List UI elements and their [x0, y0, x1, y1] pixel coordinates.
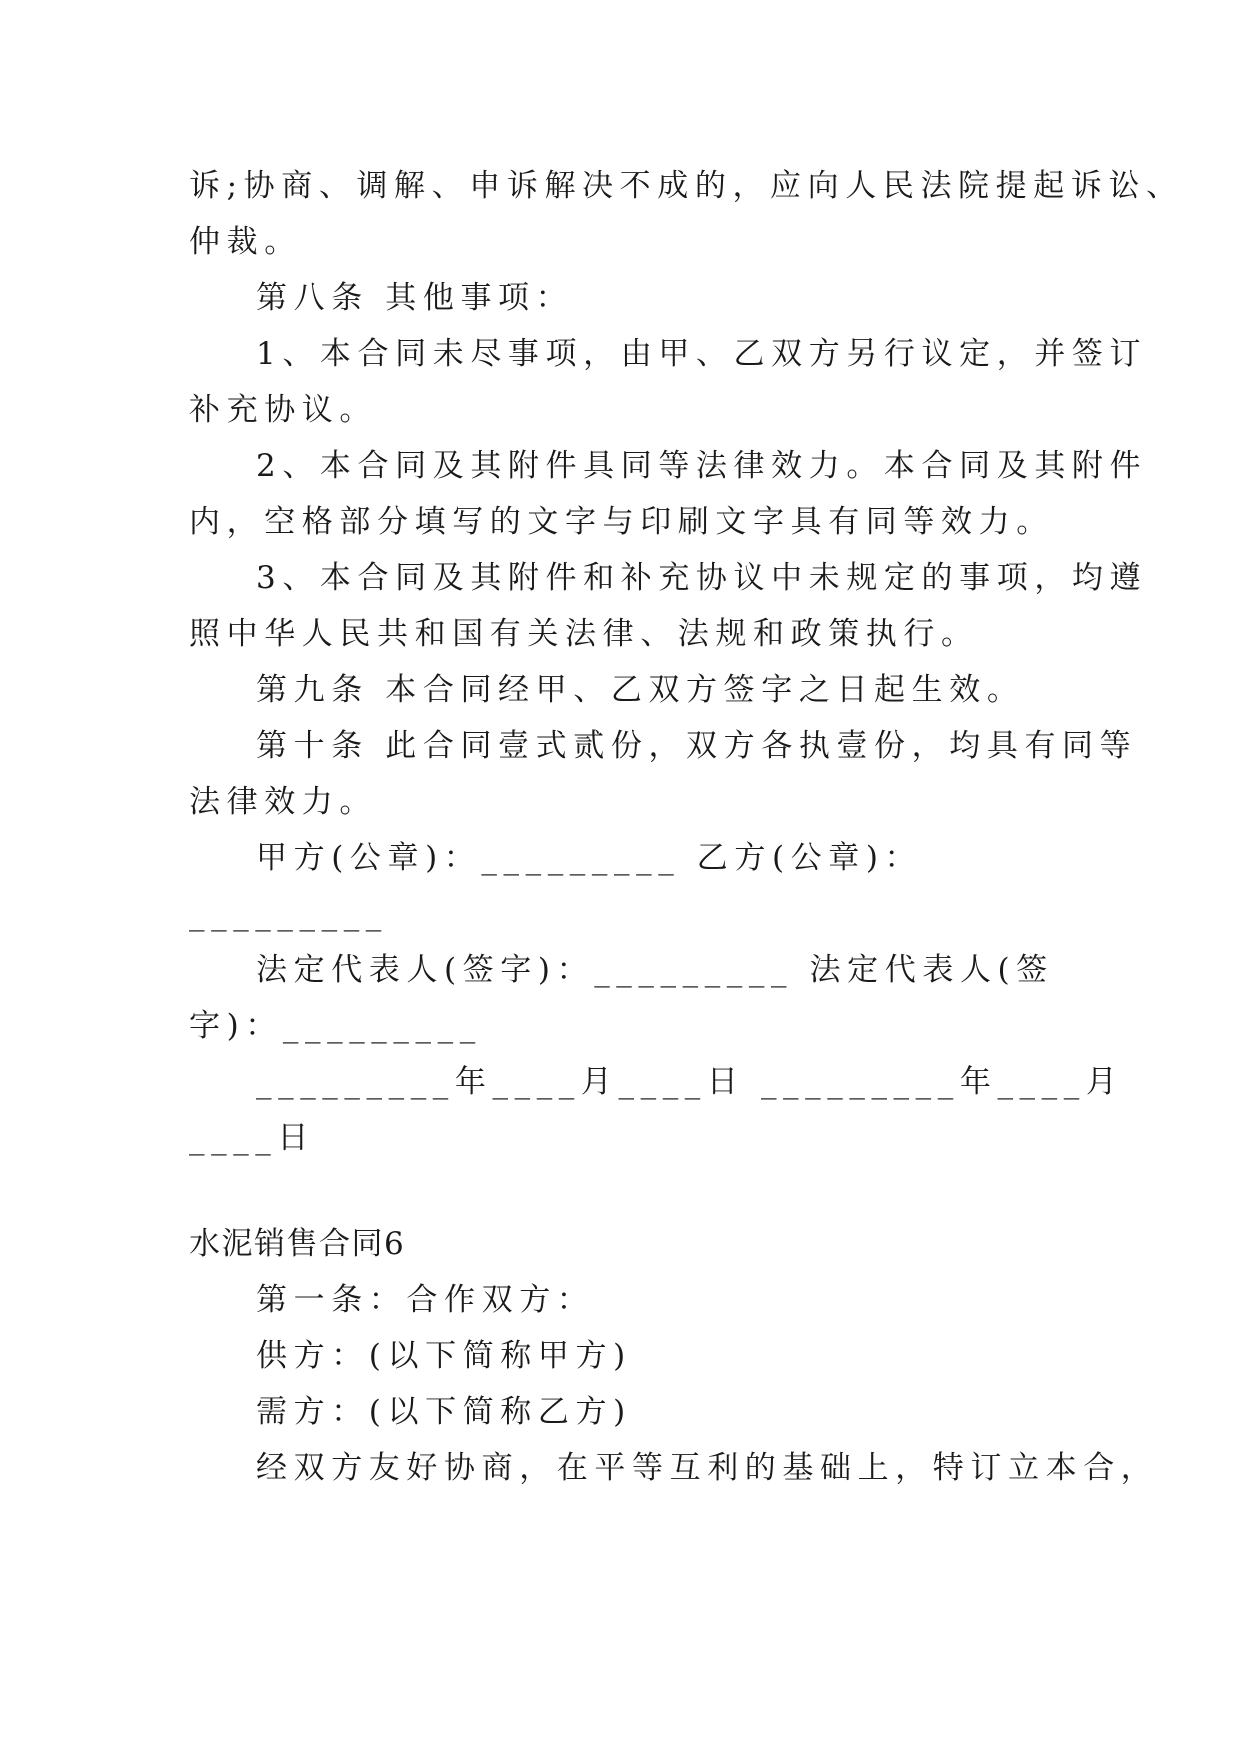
paragraph-line: 照中华人民共和国有关法律、法规和政策执行。 [189, 616, 979, 652]
signature-line-representative: 法定代表人(签字)：_________ 法定代表人(签 [256, 952, 1054, 988]
paragraph-line: 需方：(以下简称乙方) [256, 1394, 632, 1430]
paragraph-line: 补充协议。 [189, 392, 377, 428]
paragraph-line: 1、本合同未尽事项，由甲、乙双方另行议定，并签订 [256, 336, 1148, 372]
paragraph-line: 经双方友好协商，在平等互利的基础上，特订立本合， [256, 1450, 1159, 1486]
paragraph-line: 3、本合同及其附件和补充协议中未规定的事项，均遵 [256, 560, 1148, 596]
paragraph-line: 2、本合同及其附件具同等法律效力。本合同及其附件 [256, 448, 1148, 484]
article-heading: 第十条 此合同壹式贰份，双方各执壹份，均具有同等 [256, 728, 1138, 764]
date-line-cont: ____日 [189, 1120, 315, 1156]
paragraph-line: 仲裁。 [189, 224, 302, 260]
signature-line-party: 甲方(公章)：_________ 乙方(公章)： [256, 840, 923, 876]
article-heading: 第九条 本合同经甲、乙双方签字之日起生效。 [256, 672, 1025, 708]
signature-blank: _________ [189, 896, 388, 932]
article-heading: 第八条 其他事项： [256, 280, 574, 316]
date-line: _________年____月____日 _________年____月 [256, 1064, 1124, 1100]
paragraph-line: 法律效力。 [189, 784, 377, 820]
signature-line-representative-cont: 字)：_________ [189, 1008, 482, 1044]
paragraph-line: 诉;协商、调解、申诉解决不成的，应向人民法院提起诉讼、 [189, 168, 1184, 204]
article-heading: 第一条：合作双方： [256, 1282, 595, 1318]
section-title: 水泥销售合同6 [189, 1226, 406, 1262]
paragraph-line: 内，空格部分填写的文字与印刷文字具有同等效力。 [189, 504, 1054, 540]
paragraph-line: 供方：(以下简称甲方) [256, 1338, 632, 1374]
